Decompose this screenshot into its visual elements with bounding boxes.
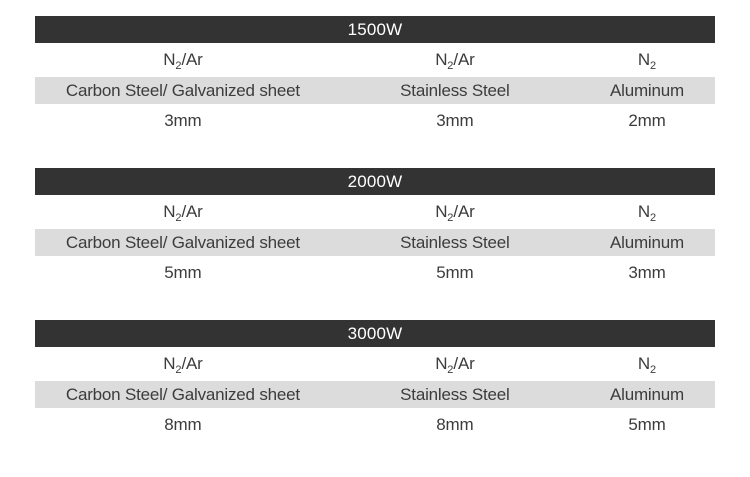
thickness-cell: 3mm [436,111,474,130]
power-section-3000w [35,320,715,442]
material-row [35,229,715,256]
gas-cell [579,195,715,229]
thickness-row [35,104,715,138]
gas-row [35,43,715,77]
gas-cell [35,43,331,77]
gas-cell [331,347,579,381]
gas-subscript: 2 [175,212,182,224]
gas-base: N [163,202,176,221]
gas-cell [35,195,331,229]
gas-base: N [435,354,448,373]
material-cell: Stainless Steel [400,81,510,100]
material-row [35,381,715,408]
power-header: 2000W [35,168,715,195]
gas-subscript: 2 [649,364,657,376]
thickness-cell: 5mm [164,263,202,282]
gas-rest: /Ar [453,354,475,373]
material-cell: Carbon Steel/ Galvanized sheet [65,81,300,100]
material-cell: Stainless Steel [400,385,510,404]
material-row [35,77,715,104]
thickness-row [35,408,715,442]
gas-rest: /Ar [453,202,475,221]
gas-rest: /Ar [181,202,203,221]
gas-cell [579,347,715,381]
gas-base: N [163,354,176,373]
power-section-1500w [35,16,715,138]
gas-subscript: 2 [175,364,182,376]
thickness-cell: 8mm [164,415,202,434]
gas-subscript: 2 [447,60,454,72]
gas-cell [35,347,331,381]
gas-rest: /Ar [453,50,475,69]
thickness-cell: 3mm [628,263,666,282]
power-section-2000w [35,168,715,290]
gas-row [35,195,715,229]
material-cell: Aluminum [609,81,684,100]
thickness-cell: 5mm [628,415,666,434]
gas-base: N [435,202,448,221]
gas-rest: /Ar [181,50,203,69]
thickness-cell: 3mm [164,111,202,130]
spec-tables [35,16,715,442]
material-cell: Carbon Steel/ Galvanized sheet [65,233,300,252]
gas-base: N [637,202,650,221]
thickness-cell: 5mm [436,263,474,282]
material-cell: Aluminum [609,385,684,404]
power-header: 3000W [35,320,715,347]
thickness-cell: 2mm [628,111,666,130]
thickness-row [35,256,715,290]
gas-base: N [163,50,176,69]
gas-subscript: 2 [175,60,182,72]
gas-base: N [637,354,650,373]
power-header: 1500W [35,16,715,43]
gas-row [35,347,715,381]
gas-cell [579,43,715,77]
gas-subscript: 2 [447,212,454,224]
gas-subscript: 2 [649,212,657,224]
gas-cell [331,195,579,229]
gas-rest: /Ar [181,354,203,373]
gas-cell [331,43,579,77]
gas-base: N [637,50,650,69]
gas-subscript: 2 [649,60,657,72]
gas-base: N [435,50,448,69]
thickness-cell: 8mm [436,415,474,434]
gas-subscript: 2 [447,364,454,376]
material-cell: Carbon Steel/ Galvanized sheet [65,385,300,404]
material-cell: Aluminum [609,233,684,252]
material-cell: Stainless Steel [400,233,510,252]
